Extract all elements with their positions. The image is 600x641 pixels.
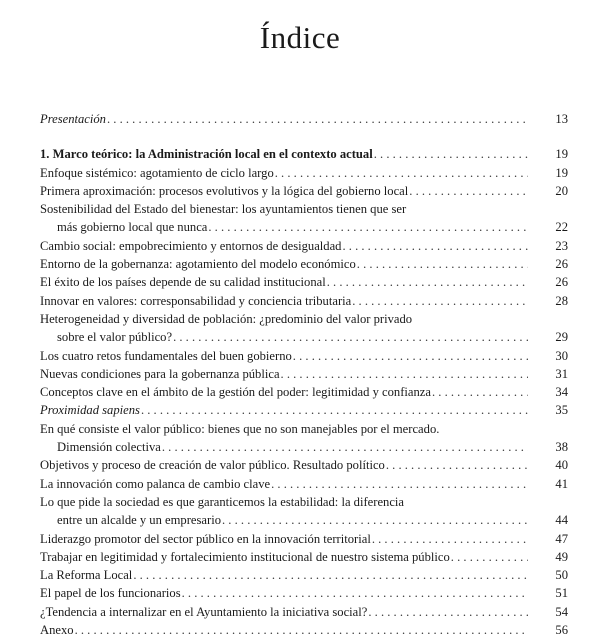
toc-entry-title: La innovación como palanca de cambio clave	[40, 476, 271, 491]
toc-entry	[40, 584, 568, 602]
toc-entry	[40, 200, 568, 237]
dot-leader	[107, 110, 528, 128]
toc-entry-title-line1: En qué consiste el valor público: bienes que no son manejables por el mercado.	[40, 421, 440, 436]
toc-page-number: 35	[555, 403, 568, 418]
dot-leader	[162, 438, 528, 456]
toc-entry	[40, 530, 568, 548]
dot-leader	[357, 255, 528, 273]
dot-leader	[222, 511, 528, 529]
toc-page-number: 44	[555, 513, 568, 528]
toc-page-number: 26	[555, 275, 568, 290]
toc-page-number: 23	[555, 238, 568, 253]
toc-page-number: 47	[555, 531, 568, 546]
toc-entry	[40, 365, 568, 383]
toc-entry	[40, 164, 568, 182]
toc-entry-title: El papel de los funcionarios	[40, 586, 181, 601]
dot-leader	[386, 456, 528, 474]
dot-leader	[409, 182, 528, 200]
toc-page-number: 29	[555, 330, 568, 345]
toc-page-number: 54	[555, 604, 568, 619]
dot-leader	[271, 475, 528, 493]
toc-entry-title: Anexo	[40, 623, 74, 638]
toc-entry	[40, 292, 568, 310]
dot-leader	[342, 237, 528, 255]
toc-entry	[40, 493, 568, 530]
toc-page-number: 13	[555, 112, 568, 126]
toc-entry	[40, 420, 568, 457]
toc-entry-title: Proximidad sapiens	[40, 403, 140, 418]
toc-entry-title: más gobierno local que nunca	[57, 220, 208, 235]
toc-entry-title-line1: Lo que pide la sociedad es que garanticemos la estabilidad: la diferencia	[40, 494, 405, 509]
toc-entry-title: 1. Marco teórico: la Administración local en el contexto actual	[40, 147, 373, 162]
page-title: Índice	[259, 20, 341, 55]
toc-entry-title: El éxito de los países depende de su calidad institucional	[40, 275, 326, 290]
dot-leader	[275, 164, 528, 182]
toc-page-number: 31	[555, 366, 568, 381]
dot-leader	[368, 603, 528, 621]
toc-page-number: 56	[555, 623, 568, 638]
dot-leader	[208, 218, 528, 236]
toc-entry-title: Entorno de la gobernanza: agotamiento del modelo económico	[40, 257, 356, 272]
toc-entry-title: Enfoque sistémico: agotamiento de ciclo largo	[40, 165, 274, 180]
toc-entry	[40, 273, 568, 291]
toc-entry	[40, 401, 568, 419]
dot-leader	[352, 292, 528, 310]
toc-entry-title: Los cuatro retos fundamentales del buen gobierno	[40, 348, 292, 363]
toc-entry-title: La Reforma Local	[40, 568, 133, 583]
toc-entry-title: Cambio social: empobrecimiento y entornos de desigualdad	[40, 238, 342, 253]
table-of-contents	[40, 110, 568, 639]
toc-page-number: 34	[555, 385, 568, 400]
toc-page-number: 26	[555, 257, 568, 272]
toc-entry	[40, 347, 568, 365]
dot-leader	[133, 566, 528, 584]
toc-page-number: 38	[555, 440, 568, 455]
dot-leader	[432, 383, 528, 401]
toc-entry-title: ¿Tendencia a internalizar en el Ayuntamiento la iniciativa social?	[40, 604, 368, 619]
toc-entry-title-line1: Sostenibilidad del Estado del bienestar: los ayuntamientos tienen que ser	[40, 202, 407, 217]
toc-entry	[40, 548, 568, 566]
dot-leader	[372, 530, 528, 548]
toc-entry-title: entre un alcalde y un empresario	[57, 513, 221, 528]
toc-entry-title: Dimensión colectiva	[57, 440, 161, 455]
toc-entry-title-line1: Heterogeneidad y diversidad de población: ¿predominio del valor privado	[40, 311, 413, 326]
toc-entry	[40, 110, 568, 128]
toc-page-number: 49	[555, 549, 568, 564]
toc-entry	[40, 456, 568, 474]
dot-leader	[182, 584, 528, 602]
toc-entry-title: Liderazgo promotor del sector público en la innovación territorial	[40, 531, 371, 546]
toc-entry-title: Presentación	[40, 112, 106, 126]
toc-page-number: 20	[555, 183, 568, 198]
toc-entry-title: Innovar en valores: corresponsabilidad y conciencia tributaria	[40, 293, 352, 308]
toc-page-number: 40	[555, 458, 568, 473]
toc-entry-title: Nuevas condiciones para la gobernanza pública	[40, 366, 280, 381]
toc-entry	[40, 475, 568, 493]
toc-entry	[40, 237, 568, 255]
dot-leader	[75, 621, 528, 639]
dot-leader	[173, 328, 528, 346]
toc-entry	[40, 566, 568, 584]
dot-leader	[374, 145, 528, 163]
toc-page-number: 51	[555, 586, 568, 601]
toc-entry-title: Trabajar en legitimidad y fortalecimiento institucional de nuestro sistema público	[40, 549, 450, 564]
toc-entry	[40, 182, 568, 200]
toc-entry	[40, 621, 568, 639]
dot-leader	[141, 401, 528, 419]
toc-entry	[40, 255, 568, 273]
spacer	[40, 128, 568, 145]
toc-entry	[40, 383, 568, 401]
toc-entry	[40, 603, 568, 621]
toc-entry	[40, 145, 568, 163]
toc-page-number: 28	[555, 293, 568, 308]
toc-entry-title: sobre el valor público?	[57, 330, 173, 345]
toc-page-number: 50	[555, 568, 568, 583]
toc-entry-title: Objetivos y proceso de creación de valor público. Resultado político	[40, 458, 385, 473]
toc-page-number: 30	[555, 348, 568, 363]
toc-entry-title: Primera aproximación: procesos evolutivos y la lógica del gobierno local	[40, 183, 409, 198]
toc-entry-title: Conceptos clave en el ámbito de la gestión del poder: legitimidad y confianza	[40, 385, 431, 400]
dot-leader	[281, 365, 528, 383]
dot-leader	[327, 273, 528, 291]
toc-page-number: 41	[555, 476, 568, 491]
toc-page-number: 22	[555, 220, 568, 235]
dot-leader	[293, 347, 528, 365]
toc-page-number: 19	[555, 147, 568, 162]
toc-entry	[40, 310, 568, 347]
dot-leader	[451, 548, 528, 566]
toc-page-number: 19	[555, 165, 568, 180]
